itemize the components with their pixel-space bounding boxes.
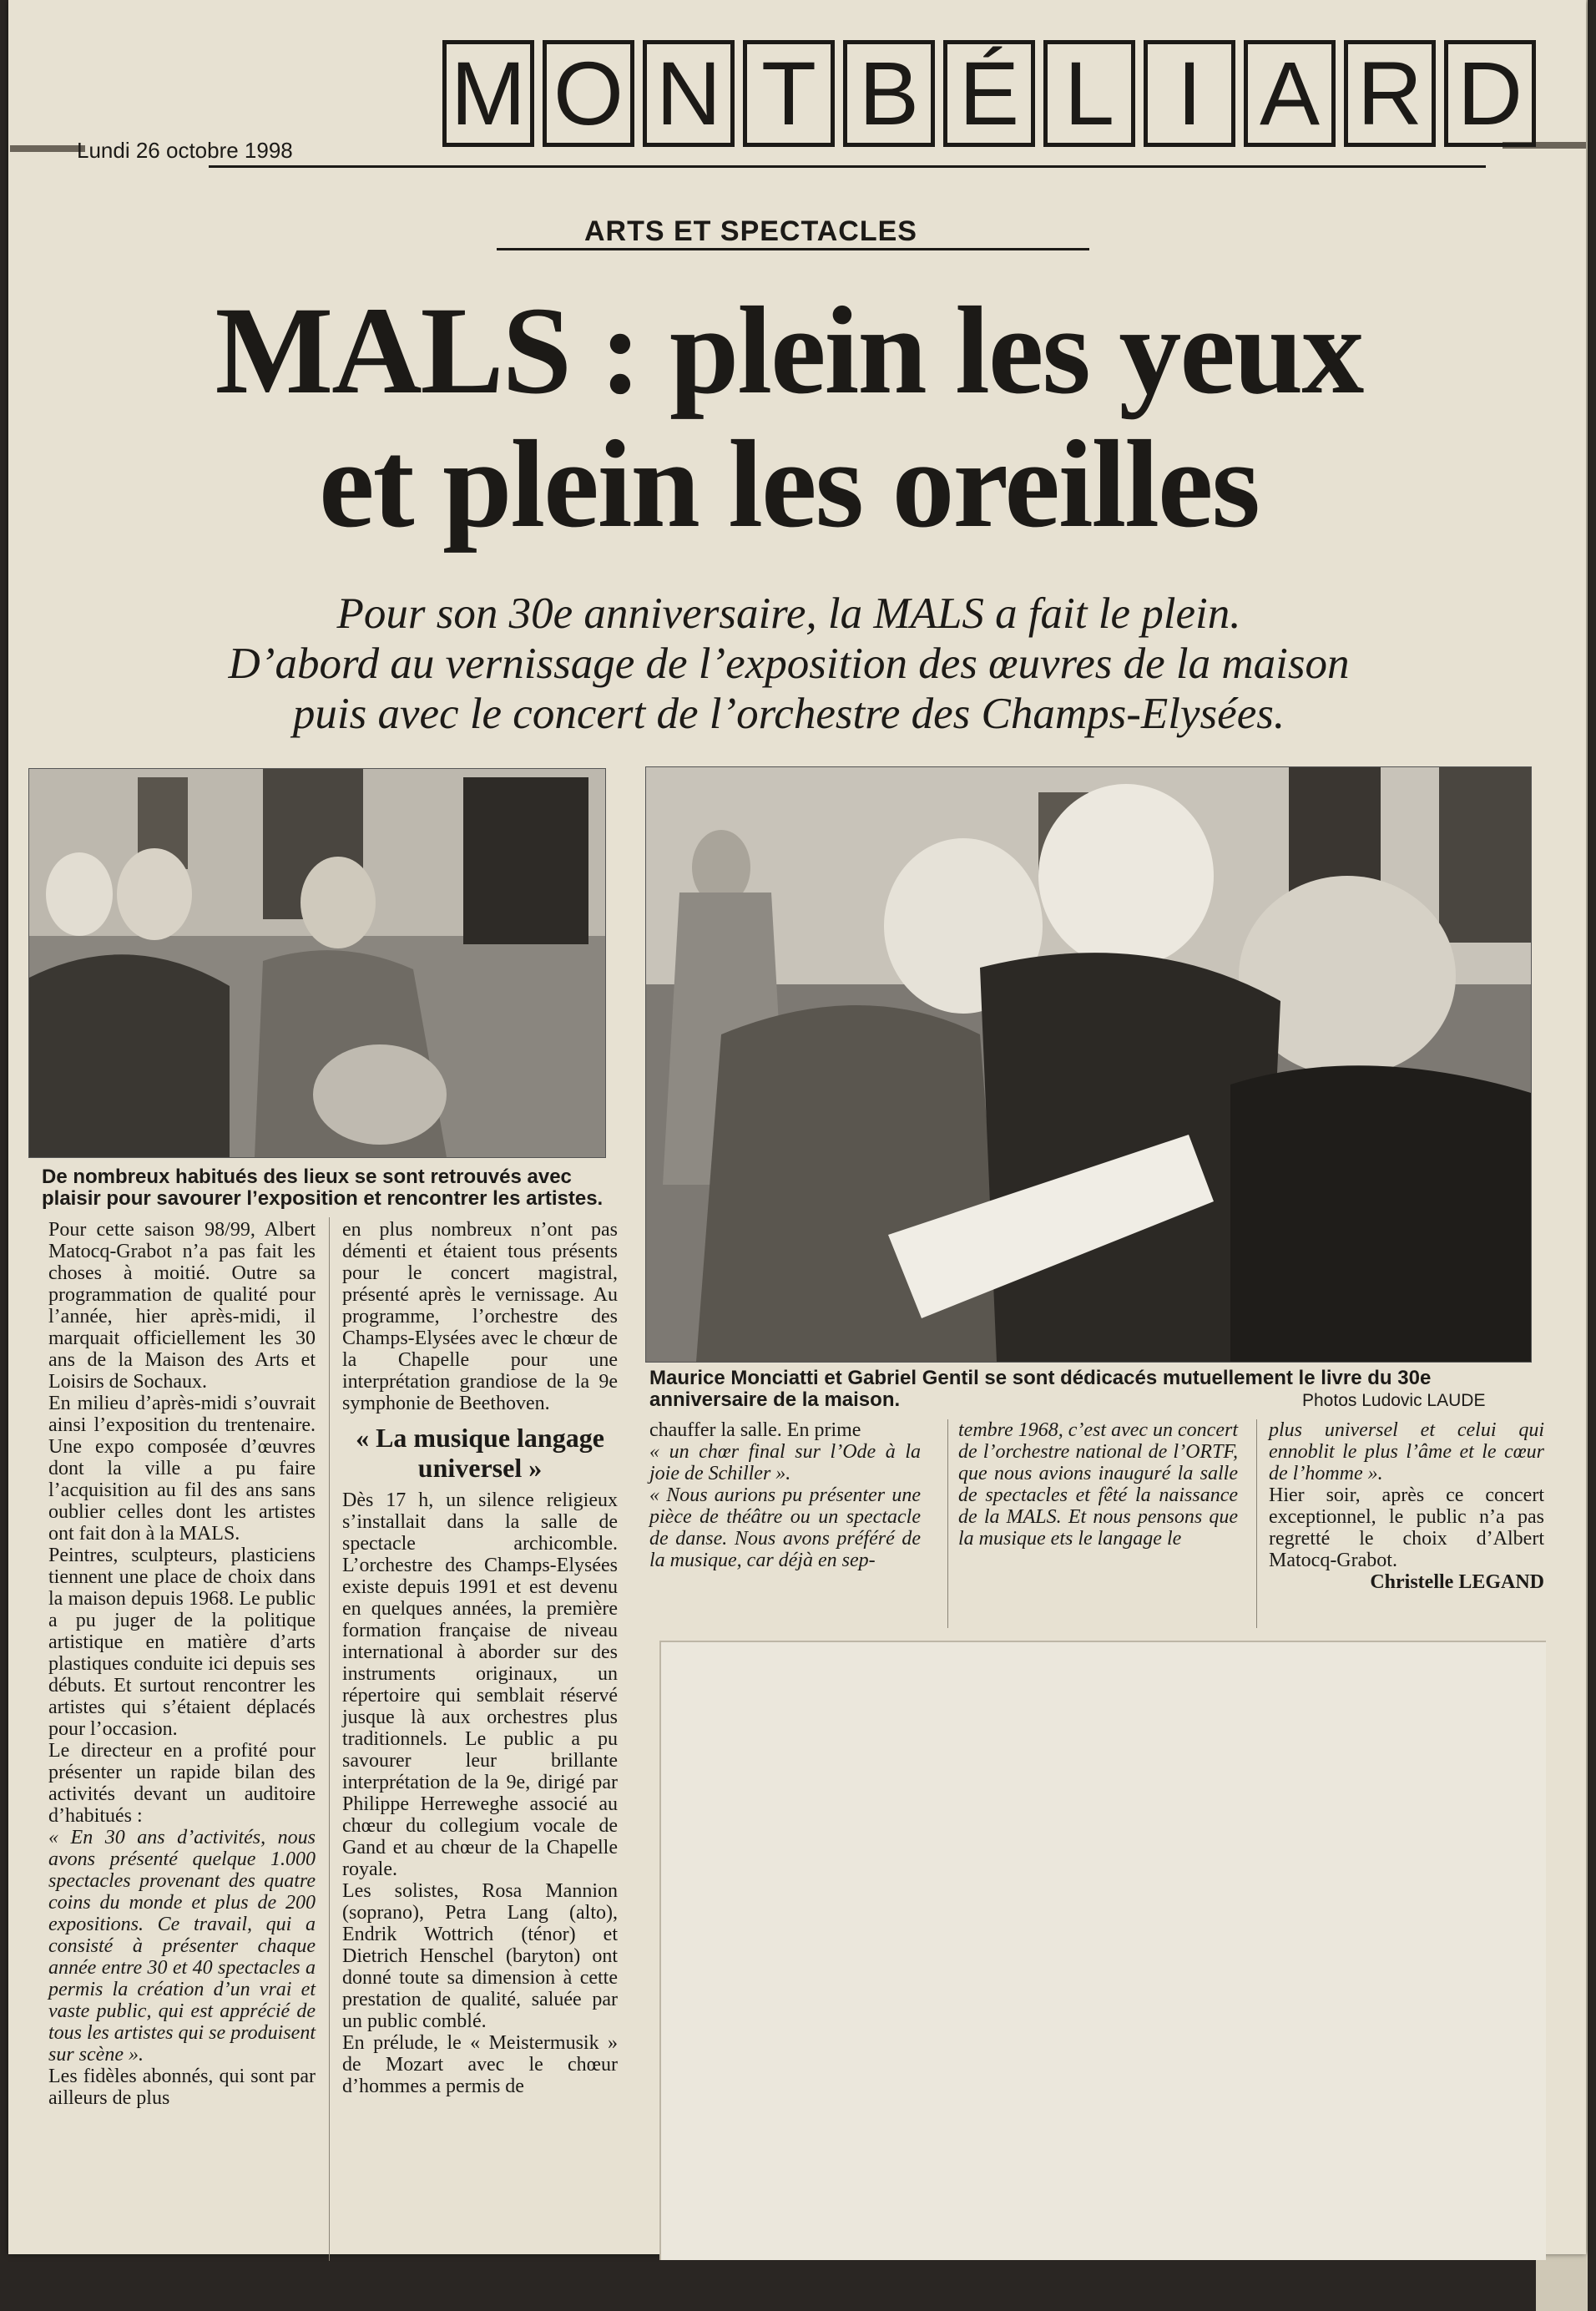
photo-exhibition-visitors: [28, 768, 606, 1158]
masthead-underline: [209, 165, 1486, 168]
paragraph: Pour cette saison 98/99, Albert Matocq-Grabot n’a pas fait les choses à moitié. Outre sa programmation de qualité pour l’année, hier après-midi, il marquait officiellement les 30 ans de la Maison des Arts et Loisirs de Sochaux.: [48, 1219, 316, 1393]
paragraph: chauffer la salle. En prime: [649, 1419, 861, 1441]
paragraph: En prélude, le « Meistermusik » de Mozart avec le chœur d’hommes a permis de: [342, 2032, 618, 2097]
deck-line-1: Pour son 30e anniversaire, la MALS a fait le plein.: [336, 589, 1241, 638]
paragraph: Peintres, sculpteurs, plasticiens tiennent une place de choix dans la maison depuis 1968. Le public a pu juger de la politique artistique en matière d’arts plastiques conduite ici depuis ses débuts. Et surtout rencontrer les artistes qui s’étaient déplacés pour l’occasion.: [48, 1545, 316, 1740]
section-label: ARTS ET SPECTACLES: [584, 215, 917, 247]
masthead-letter: M: [442, 40, 534, 147]
article-column-2: [342, 1219, 618, 2097]
quote-paragraph: « En 30 ans d’activités, nous avons présenté quelque 1.000 spectacles provenant des quatre coins du monde et plus de 200 expositions. Ce travail, qui a consisté à présenter chaque année entre 30 et 40 spectacles a permis la création d’un vrai et vaste public, qui est apprécié de tous les artistes qui se produisent sur scène ».: [48, 1827, 316, 2066]
column-rule: [329, 1217, 330, 2261]
photo-book-signing-image: [646, 767, 1531, 1362]
quote-paragraph: tembre 1968, c’est avec un concert de l’orchestre national de l’ORTF, que nous avions inauguré la salle de spectacles et fêté la naissance de la MALS. Et nous pensons que la musique ets le langage le: [958, 1419, 1238, 1550]
deck-line-3: puis avec le concert de l’orchestre des Champs-Elysées.: [292, 690, 1285, 738]
quote-paragraph: « un chœr final sur l’Ode à la joie de Schiller ».: [649, 1441, 921, 1484]
paragraph: En milieu d’après-midi s’ouvrait ainsi l’exposition du trentenaire. Une expo composée d’œuvres dont la ville a pu faire l’acquisition au fil des ans sans oublier celles dont les artistes ont fait don à la MALS.: [48, 1393, 316, 1545]
masthead-letter: D: [1444, 40, 1536, 147]
headline-line-1: MALS : plein les yeux: [215, 281, 1363, 420]
photo-credit: Photos Ludovic LAUDE: [1302, 1391, 1486, 1410]
article-column-5: [1269, 1419, 1544, 1593]
paragraph: Le directeur en a profité pour présenter un rapide bilan des activités devant un auditoire d’habitués :: [48, 1740, 316, 1827]
article-column-1: [48, 1219, 316, 2109]
masthead-letter: É: [943, 40, 1035, 147]
subheading: « La musique langage universel »: [356, 1423, 604, 1483]
masthead-letter: L: [1043, 40, 1135, 147]
deck-line-2: D’abord au vernissage de l’exposition des œuvres de la maison: [228, 640, 1350, 688]
article-column-4: [958, 1419, 1238, 1550]
photo-exhibition-visitors-image: [29, 769, 605, 1157]
masthead-letter: I: [1144, 40, 1235, 147]
paragraph: en plus nombreux n’ont pas démenti et étaient tous présents pour le concert magistral, présenté après le vernissage. Au programme, l’orchestre des Champs-Elysées avec le chœur de la Chapelle pour une interprétation grandiose de la 9e symphonie de Beethoven.: [342, 1219, 618, 1414]
article-column-3: [649, 1419, 921, 1571]
photo-right-caption: Maurice Monciatti et Gabriel Gentil se sont dédicacés mutuellement le livre du 30e anniversaire de la maison.: [649, 1367, 1432, 1411]
paragraph: Les solistes, Rosa Mannion (soprano), Petra Lang (alto), Endrik Wottrich (ténor) et Dietrich Henschel (baryton) ont donné toute sa dimension à cette prestation de qualité, saluée par un public comblé.: [342, 1880, 618, 2032]
masthead-letter: O: [543, 40, 634, 147]
masthead-letter: B: [843, 40, 935, 147]
blank-backing-paper: [659, 1641, 1546, 2260]
masthead-letter: N: [643, 40, 735, 147]
headline-line-2: et plein les oreilles: [319, 415, 1259, 554]
byline-signature: Christelle LEGAND: [1370, 1571, 1544, 1593]
dateline: Lundi 26 octobre 1998: [77, 138, 293, 163]
photo-book-signing: [645, 766, 1532, 1363]
quote-paragraph: « Nous aurions pu présenter une pièce de théâtre ou un spectacle de danse. Nous avons préféré de la musique, car déjà en sep-: [649, 1484, 921, 1571]
column-rule: [1256, 1419, 1257, 1628]
masthead-rule-left: [10, 145, 85, 152]
masthead-letter: R: [1344, 40, 1436, 147]
quote-paragraph: plus universel et celui qui ennoblit le plus l’âme et le cœur de l’homme ».: [1269, 1419, 1544, 1484]
paragraph: Les fidèles abonnés, qui sont par ailleurs de plus: [48, 2066, 316, 2109]
masthead-letter: A: [1244, 40, 1336, 147]
column-rule: [947, 1419, 948, 1628]
masthead: [442, 40, 1536, 157]
paragraph: Hier soir, après ce concert exceptionnel, le public n’a pas regretté le choix d’Albert Matocq-Grabot.: [1269, 1484, 1544, 1571]
photo-left-caption: De nombreux habitués des lieux se sont retrouvés avec plaisir pour savourer l’exposition et rencontrer les artistes.: [42, 1166, 604, 1210]
masthead-letter: T: [743, 40, 835, 147]
section-rule: [497, 248, 1089, 250]
paragraph: Dès 17 h, un silence religieux s’installait dans la salle de spectacle archicomble. L’orchestre des Champs-Elysées existe depuis 1991 et est devenu en quelques années, la première formation française de niveau international à aborder sur des instruments originaux, un répertoire qui semblait réservé jusque là aux orchestres plus traditionnels. Le public a pu savourer leur brillante interprétation de la 9e, dirigé par Philippe Herreweghe associé au chœur du collegium vocale de Gand et au chœur de la Chapelle royale.: [342, 1489, 618, 1880]
